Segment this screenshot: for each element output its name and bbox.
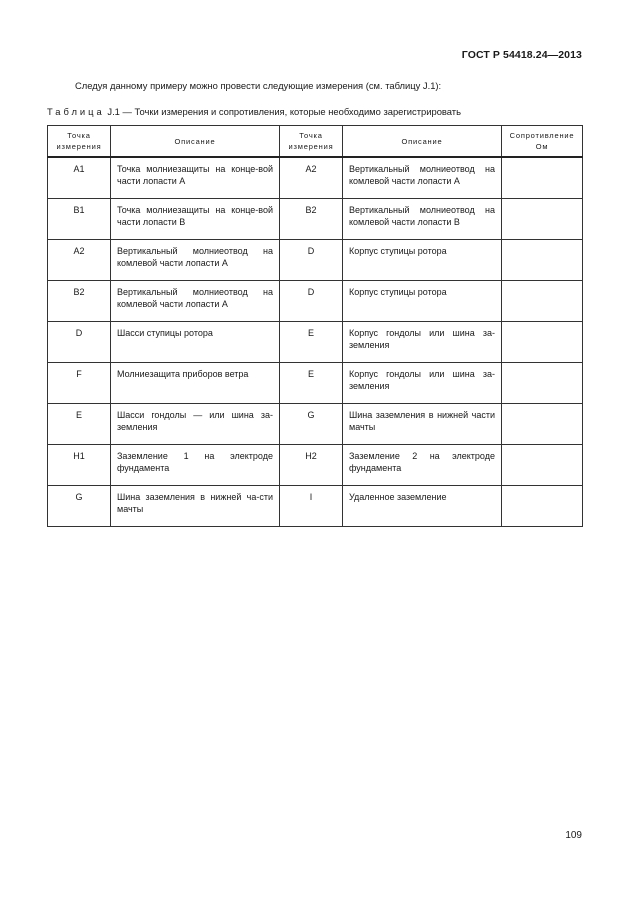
point-cell: H1 xyxy=(48,445,111,486)
point-cell: F xyxy=(48,363,111,404)
description-cell: Заземление 1 на электроде фундамента xyxy=(111,445,280,486)
description-cell: Молниезащита приборов ветра xyxy=(111,363,280,404)
measurement-table xyxy=(47,125,583,527)
table-row xyxy=(48,363,583,404)
point-cell: B2 xyxy=(280,199,343,240)
header-resistance: Сопротивление Ом xyxy=(502,126,583,158)
header-description-1: Описание xyxy=(111,126,280,158)
point-cell: E xyxy=(280,363,343,404)
resistance-cell xyxy=(502,322,583,363)
point-cell: I xyxy=(280,486,343,527)
resistance-cell xyxy=(502,363,583,404)
intro-paragraph: Следуя данному примеру можно провести следующие измерения (см. таблицу J.1): xyxy=(75,80,442,91)
description-cell: Корпус ступицы ротора xyxy=(343,281,502,322)
resistance-cell xyxy=(502,199,583,240)
table-row xyxy=(48,486,583,527)
resistance-cell xyxy=(502,404,583,445)
header-point-1: Точка измерения xyxy=(48,126,111,158)
table-row xyxy=(48,404,583,445)
table-caption-text: J.1 — Точки измерения и сопротивления, которые необходимо зарегистрировать xyxy=(107,106,461,117)
description-cell: Корпус гондолы или шина за-земления xyxy=(343,322,502,363)
point-cell: A1 xyxy=(48,157,111,199)
header-description-2: Описание xyxy=(343,126,502,158)
table-row xyxy=(48,322,583,363)
resistance-cell xyxy=(502,486,583,527)
point-cell: D xyxy=(280,281,343,322)
document-code: ГОСТ Р 54418.24—2013 xyxy=(461,49,582,61)
point-cell: G xyxy=(280,404,343,445)
description-cell: Шина заземления в нижней ча-сти мачты xyxy=(111,486,280,527)
description-cell: Удаленное заземление xyxy=(343,486,502,527)
description-cell: Шасси гондолы — или шина за-земления xyxy=(111,404,280,445)
description-cell: Шина заземления в нижней части мачты xyxy=(343,404,502,445)
point-cell: B2 xyxy=(48,281,111,322)
description-cell: Корпус гондолы или шина за-земления xyxy=(343,363,502,404)
table-header-row xyxy=(48,126,583,158)
resistance-cell xyxy=(502,157,583,199)
header-point-2: Точка измерения xyxy=(280,126,343,158)
description-cell: Вертикальный молниеотвод на комлевой части лопасти A xyxy=(111,281,280,322)
description-cell: Вертикальный молниеотвод на комлевой части лопасти A xyxy=(343,157,502,199)
description-cell: Шасси ступицы ротора xyxy=(111,322,280,363)
table-caption-label: Таблица xyxy=(47,106,105,117)
point-cell: A2 xyxy=(280,157,343,199)
description-cell: Корпус ступицы ротора xyxy=(343,240,502,281)
table-row xyxy=(48,157,583,199)
point-cell: E xyxy=(48,404,111,445)
point-cell: D xyxy=(280,240,343,281)
description-cell: Точка молниезащиты на конце-вой части лопасти B xyxy=(111,199,280,240)
page-number: 109 xyxy=(565,830,582,841)
description-cell: Заземление 2 на электроде фундамента xyxy=(343,445,502,486)
table-caption xyxy=(47,106,461,117)
point-cell: G xyxy=(48,486,111,527)
table-row xyxy=(48,240,583,281)
table-row xyxy=(48,445,583,486)
point-cell: B1 xyxy=(48,199,111,240)
description-cell: Вертикальный молниеотвод на комлевой части лопасти A xyxy=(111,240,280,281)
table-row xyxy=(48,199,583,240)
description-cell: Точка молниезащиты на конце-вой части лопасти A xyxy=(111,157,280,199)
point-cell: H2 xyxy=(280,445,343,486)
point-cell: A2 xyxy=(48,240,111,281)
resistance-cell xyxy=(502,240,583,281)
point-cell: D xyxy=(48,322,111,363)
point-cell: E xyxy=(280,322,343,363)
resistance-cell xyxy=(502,445,583,486)
table-row xyxy=(48,281,583,322)
resistance-cell xyxy=(502,281,583,322)
description-cell: Вертикальный молниеотвод на комлевой части лопасти B xyxy=(343,199,502,240)
